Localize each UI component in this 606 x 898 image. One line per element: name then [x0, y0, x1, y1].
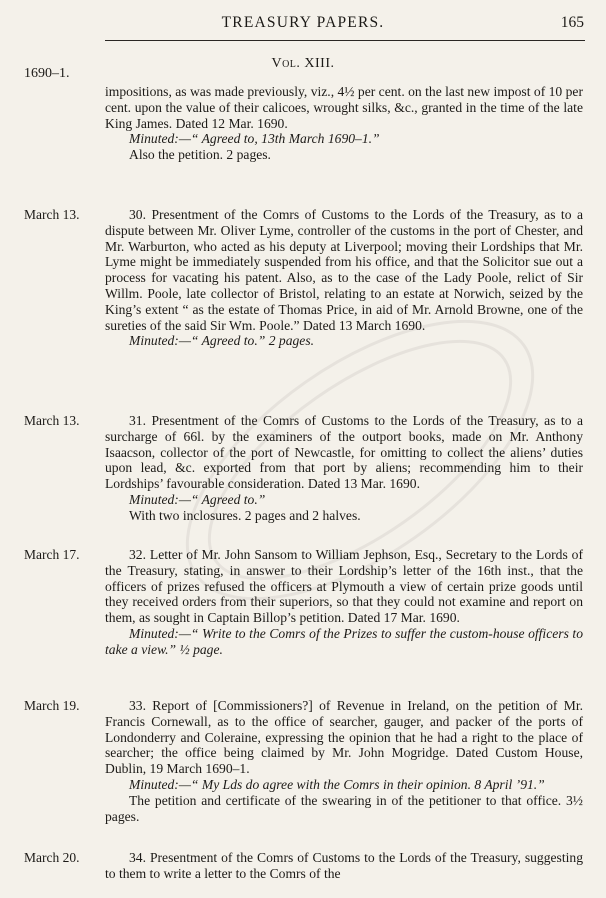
entry-date: March 19. [24, 698, 80, 713]
enclosure-note: Also the petition. 2 pages. [129, 147, 271, 163]
entry-paragraph: impositions, as was made previously, viz., 4½ per cent. on the last new impost of 10 per cent. upon the value of their calicoes, wrought silks, &c., granted in the time of the late King James. Dated 12 Mar. 1690. [105, 84, 583, 131]
entry-paragraph: 34. Presentment of the Comrs of Customs to the Lords of the Treasury, suggesting to them to write a letter to the Comrs of the [105, 850, 583, 881]
entry-text [105, 84, 583, 163]
running-header [0, 12, 606, 38]
entry-paragraph: 32. Letter of Mr. John Sansom to William Jephson, Esq., Secretary to the Lords of the Treasury, stating, in answer to their Lordship’s letter of the 16th inst., that the officers of prizes refused the officers at Plymouth a view of certain prize goods until they received orders from their superiors, so that they could not examine and report on them, as sought in Captain Billop’s petition. Dated 17 Mar. 1690. [105, 547, 583, 626]
entry-paragraph: 31. Presentment of the Comrs of Customs to the Lords of the Treasury, as to a surcharge of 66l. by the examiners of the outport books, made on Mr. Anthony Isaacson, collector of the port of Newcastle, for omitting to collect the aliens’ duties upon lead, &c. exported from that port by aliens; recommending him to their Lordships’ favourable consideration. Dated 13 Mar. 1690. [105, 413, 583, 492]
minute-note: Minuted:—“ My Lds do agree with the Comrs in their opinion. 8 April ’91.” [129, 776, 545, 792]
page-number: 165 [560, 14, 584, 31]
minute-note: Minuted:—“ Agreed to, 13th March 1690–1.” [129, 131, 380, 147]
volume-heading: Vol. XIII. [271, 56, 335, 71]
entry-text [105, 850, 583, 882]
enclosure-note: With two inclosures. 2 pages and 2 halves. [129, 507, 361, 523]
entry-date: March 20. [24, 850, 80, 865]
entry-date: March 13. [24, 413, 80, 428]
running-title: TREASURY PAPERS. [221, 14, 385, 31]
entry-date: March 13. [24, 207, 80, 222]
enclosure-note: The petition and certificate of the swearing in of the petitioner to that office. 3½ pages. [105, 792, 583, 824]
entry-text [105, 413, 583, 524]
header-rule [105, 40, 585, 41]
entry-text [105, 207, 583, 349]
minute-note: Minuted:—“ Agreed to.” [129, 491, 266, 507]
entry-text [105, 547, 583, 658]
minute-note: Minuted:—“ Agreed to.” 2 pages. [129, 333, 315, 349]
entry-date: March 17. [24, 547, 80, 562]
entry-text [105, 698, 583, 824]
year-marker: 1690–1. [24, 66, 70, 81]
minute-note: Minuted:—“ Write to the Comrs of the Prizes to suffer the custom-house officers to take a view.” ½ page. [105, 625, 583, 657]
entry-paragraph: 33. Report of [Commissioners?] of Revenue in Ireland, on the petition of Mr. Francis Cornewall, as to the office of searcher, gauger, and packer of the ports of Londonderry and Coleraine, expressing the opinion that he had a right to the place of searcher; the office being claimed by Mr. John Mogridge. Dated Custom House, Dublin, 19 March 1690–1. [105, 698, 583, 777]
entry-paragraph: 30. Presentment of the Comrs of Customs to the Lords of the Treasury, as to a dispute between Mr. Oliver Lyme, controller of the customs in the port of Chester, and Mr. Warburton, who acted as his deputy at Liverpool; moving their Lordships that Mr. Lyme might be immediately suspended from his office, and that the Solicitor sue out a process for vacating his patent. Also, as to the case of the Lady Poole, relict of Sir Willm. Poole, late collector of Bristol, relating to an estate at Norwich, seized by the King’s extent “ as the estate of Thomas Price, in aid of Mr. Arnold Browne, one of the sureties of the said Sir Wm. Poole.” Dated 13 March 1690. [105, 207, 583, 333]
